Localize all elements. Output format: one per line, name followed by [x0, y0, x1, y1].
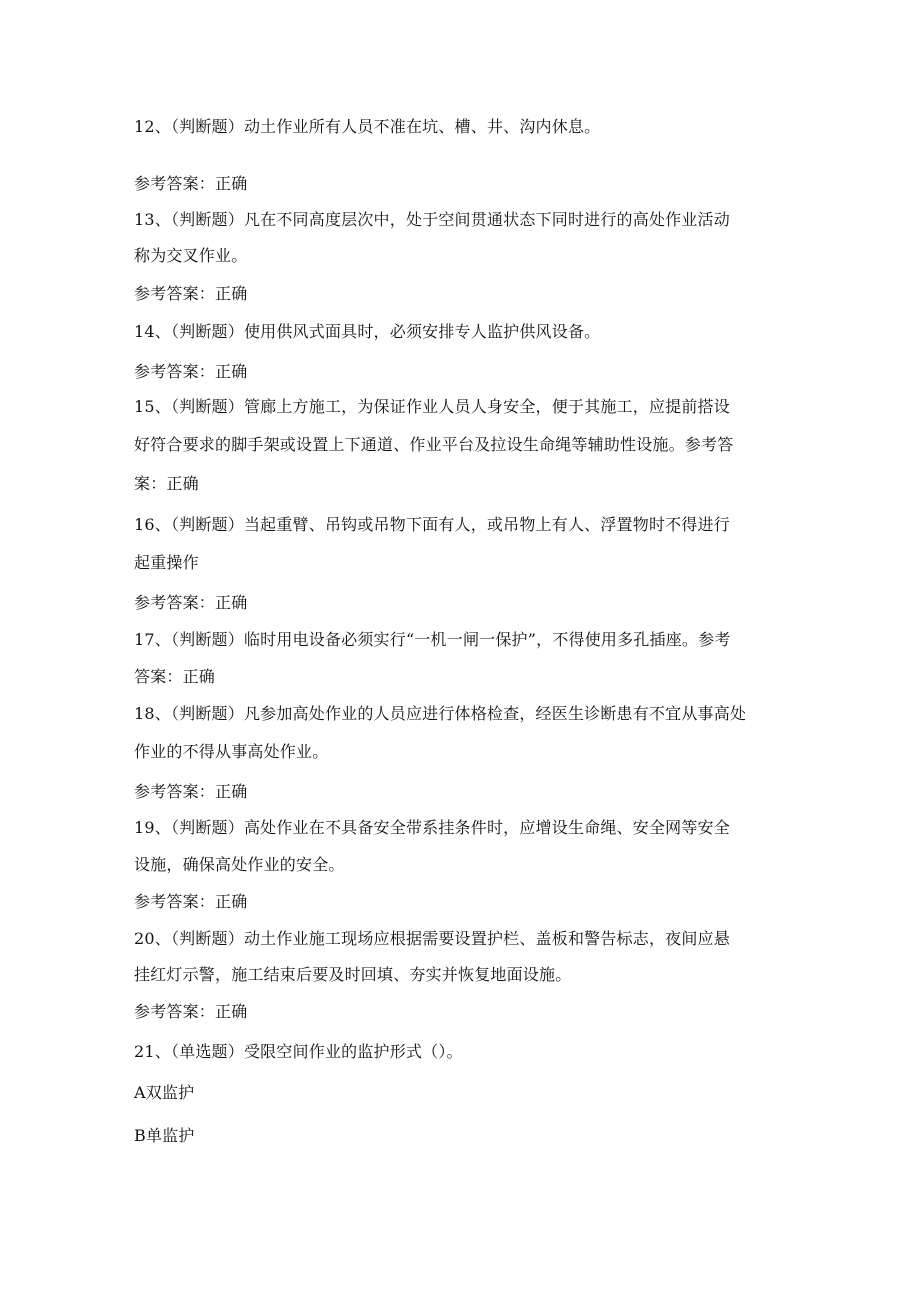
- question-14-line-1: 14、（判断题）使用供风式面具时，必须安排专人监护供风设备。: [134, 322, 601, 341]
- question-17-line-1: 17、（判断题）临时用电设备必须实行“一机一闸一保护”，不得使用多孔插座。参考: [134, 630, 731, 649]
- question-20-line-2: 挂红灯示警，施工结束后要及时回填、夯实并恢复地面设施。: [134, 965, 572, 984]
- option-b: B单监护: [134, 1126, 195, 1145]
- question-19-line-1: 19、（判断题）高处作业在不具备安全带系挂条件时，应增设生命绳、安全网等安全: [134, 818, 730, 837]
- question-20-line-1: 20、（判断题）动土作业施工现场应根据需要设置护栏、盖板和警告标志，夜间应悬: [134, 929, 730, 948]
- answer-16: 参考答案：正确: [134, 593, 248, 612]
- question-13-line-1: 13、（判断题）凡在不同高度层次中，处于空间贯通状态下同时进行的高处作业活动: [134, 210, 730, 229]
- question-19-line-2: 设施，确保高处作业的安全。: [134, 855, 345, 874]
- question-18-line-2: 作业的不得从事高处作业。: [134, 742, 329, 761]
- answer-14: 参考答案：正确: [134, 362, 248, 381]
- question-15-line-1: 15、（判断题）管廊上方施工，为保证作业人员人身安全，便于其施工，应提前搭设: [134, 397, 730, 416]
- answer-12: 参考答案：正确: [134, 174, 248, 193]
- option-a: A双监护: [134, 1083, 195, 1102]
- question-13-line-2: 称为交叉作业。: [134, 246, 248, 265]
- question-16-line-1: 16、（判断题）当起重臂、吊钩或吊物下面有人，或吊物上有人、浮置物时不得进行: [134, 515, 730, 534]
- question-21-line-1: 21、（单选题）受限空间作业的监护形式（）。: [134, 1042, 463, 1061]
- answer-20: 参考答案：正确: [134, 1002, 248, 1021]
- question-17-line-2: 答案：正确: [134, 667, 216, 686]
- answer-13: 参考答案：正确: [134, 284, 248, 303]
- question-16-line-2: 起重操作: [134, 553, 199, 572]
- question-18-line-1: 18、（判断题）凡参加高处作业的人员应进行体格检查，经医生诊断患有不宜从事高处: [134, 704, 747, 723]
- answer-19: 参考答案：正确: [134, 892, 248, 911]
- question-15-line-2: 好符合要求的脚手架或设置上下通道、作业平台及拉设生命绳等辅助性设施。参考答: [134, 435, 734, 454]
- question-15-line-3: 案：正确: [134, 474, 199, 493]
- question-12-line-1: 12、（判断题）动土作业所有人员不准在坑、槽、井、沟内休息。: [134, 117, 601, 136]
- answer-18: 参考答案：正确: [134, 782, 248, 801]
